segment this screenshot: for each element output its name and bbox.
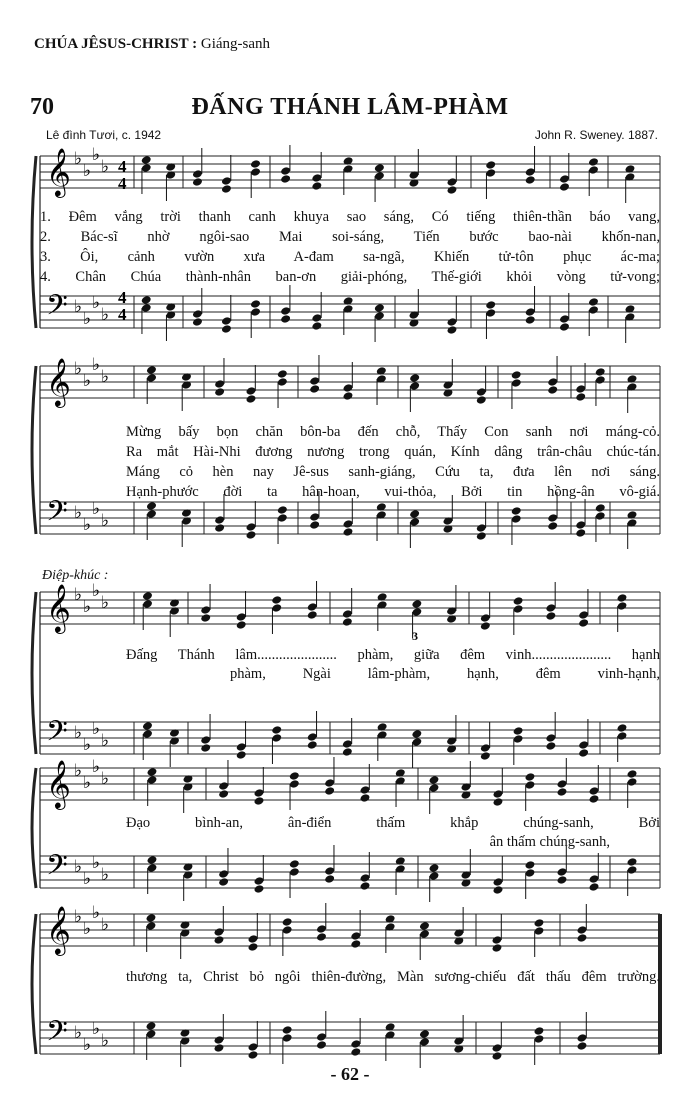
refrain-line-2-lower: ân thấm chúng-sanh,: [489, 834, 610, 850]
flat-icon: ♭: [92, 719, 101, 739]
flat-icon: ♭: [74, 297, 83, 317]
note-head-icon: [248, 942, 259, 952]
note-head-icon: [142, 591, 153, 601]
note-head-icon: [307, 610, 318, 620]
verse-2-line-2: Ra mắt Hài-Nhi đương nương trong quán, Kính dâng trân-châu chúc-tán.: [126, 444, 660, 460]
bass-clef-icon: 𝄢: [46, 849, 68, 889]
note-head-icon: [254, 796, 265, 806]
note-head-icon: [525, 772, 536, 782]
flat-icon: ♭: [101, 769, 110, 789]
refrain-line-1-upper: Đấng Thánh lâm...................... phàm, giữa đêm vinh...................... hạnh: [126, 647, 660, 663]
verse-3-line-2: Máng cỏ hèn nay Jê-sus sanh-giáng, Cứu ta, đưa lên nơi sáng.: [126, 464, 660, 480]
note-head-icon: [577, 1041, 588, 1051]
note-head-icon: [513, 596, 524, 606]
note-head-icon: [343, 391, 354, 401]
note-head-icon: [575, 392, 586, 402]
note-head-icon: [476, 395, 487, 405]
note-head-icon: [324, 786, 335, 796]
flat-icon: ♭: [92, 853, 101, 873]
flat-icon: ♭: [92, 581, 101, 601]
verse-3-line-1: 3. Ôi, cảnh vườn xưa A-đam sa-ngã, Khiến tử-tôn phục ác-ma;: [40, 249, 660, 265]
flat-icon: ♭: [92, 903, 101, 923]
note-head-icon: [589, 882, 600, 892]
flat-icon: ♭: [101, 305, 110, 325]
note-head-icon: [374, 303, 385, 313]
bass-clef-icon: 𝄢: [46, 289, 68, 329]
note-head-icon: [447, 185, 458, 195]
system-brace-icon: [32, 592, 36, 754]
flat-icon: ♭: [83, 735, 92, 755]
flat-icon: ♭: [101, 731, 110, 751]
note-head-icon: [627, 769, 638, 779]
note-head-icon: [218, 789, 229, 799]
time-signature-bottom-bass: 4: [118, 305, 127, 324]
system-brace-icon: [32, 768, 36, 888]
flat-icon: ♭: [92, 293, 101, 313]
note-head-icon: [525, 315, 536, 325]
note-head-icon: [277, 369, 288, 379]
flat-icon: ♭: [83, 515, 92, 535]
verse-4-line-1: 4. Chân Chúa thành-nhân ban-ơn giải-phóng, Thế-giới khỏi vòng tử-vong;: [40, 269, 660, 285]
note-head-icon: [282, 1025, 293, 1035]
flat-icon: ♭: [101, 593, 110, 613]
note-head-icon: [578, 618, 589, 628]
time-signature-bottom-treble: 4: [118, 174, 127, 193]
note-head-icon: [343, 527, 354, 537]
note-head-icon: [578, 748, 589, 758]
hymn-title: ĐẤNG THÁNH LÂM-PHÀM: [191, 94, 509, 120]
flat-icon: ♭: [92, 145, 101, 165]
note-head-icon: [429, 775, 440, 785]
note-head-icon: [250, 299, 261, 309]
note-head-icon: [309, 520, 320, 530]
note-head-icon: [411, 729, 422, 739]
note-head-icon: [254, 884, 265, 894]
note-head-icon: [282, 917, 293, 927]
treble-clef-icon: 𝄞: [46, 147, 71, 196]
note-head-icon: [534, 1026, 545, 1036]
system-brace-icon: [32, 914, 36, 1054]
lyricist-credit: Lê đình Tươi, c. 1942: [46, 128, 162, 142]
bass-clef-icon: 𝄢: [46, 1015, 68, 1055]
note-head-icon: [146, 913, 157, 923]
note-head-icon: [214, 1043, 225, 1053]
book-title: CHÚA JÊSUS-CHRIST :: [34, 36, 198, 52]
treble-clef-icon: 𝄞: [46, 583, 71, 632]
note-head-icon: [559, 182, 570, 192]
note-head-icon: [557, 787, 568, 797]
flat-icon: ♭: [83, 773, 92, 793]
note-head-icon: [409, 373, 420, 383]
flat-icon: ♭: [83, 869, 92, 889]
note-head-icon: [360, 793, 371, 803]
flat-icon: ♭: [74, 503, 83, 523]
verse-1-line-1: 1. Đêm vắng trời thanh canh khuya sao sáng, Có tiếng thiên-thần báo vang,: [40, 209, 660, 225]
note-head-icon: [146, 365, 157, 375]
note-head-icon: [429, 863, 440, 873]
note-head-icon: [200, 743, 211, 753]
note-head-icon: [419, 921, 430, 931]
note-head-icon: [374, 163, 385, 173]
note-head-icon: [147, 855, 158, 865]
note-head-icon: [311, 181, 322, 191]
treble-clef-icon: 𝄞: [46, 357, 71, 406]
note-head-icon: [342, 747, 353, 757]
note-head-icon: [248, 1050, 259, 1060]
flat-icon: ♭: [101, 915, 110, 935]
note-head-icon: [146, 501, 157, 511]
note-head-icon: [419, 1029, 430, 1039]
refrain-line-2-upper: Đạo bình-an, ân-điển thấm khắp chúng-sanh, Bởi: [126, 815, 660, 831]
note-head-icon: [236, 620, 247, 630]
note-head-icon: [316, 1040, 327, 1050]
section-name: Giáng-sanh: [200, 36, 271, 52]
note-head-icon: [192, 177, 203, 187]
note-head-icon: [221, 184, 232, 194]
note-head-icon: [447, 325, 458, 335]
note-head-icon: [559, 322, 570, 332]
note-head-icon: [588, 297, 599, 307]
note-head-icon: [557, 875, 568, 885]
note-head-icon: [309, 384, 320, 394]
note-head-icon: [316, 932, 327, 942]
flat-icon: ♭: [92, 1019, 101, 1039]
flat-icon: ♭: [83, 371, 92, 391]
note-head-icon: [350, 939, 361, 949]
flat-icon: ♭: [83, 161, 92, 181]
note-head-icon: [147, 767, 158, 777]
flat-icon: ♭: [74, 761, 83, 781]
flat-icon: ♭: [83, 919, 92, 939]
flat-icon: ♭: [92, 757, 101, 777]
note-head-icon: [493, 885, 504, 895]
note-head-icon: [577, 933, 588, 943]
treble-clef-icon: 𝄞: [46, 905, 71, 954]
note-head-icon: [146, 1021, 157, 1031]
note-head-icon: [221, 324, 232, 334]
treble-clef-icon: 𝄞: [46, 759, 71, 808]
flat-icon: ♭: [74, 149, 83, 169]
note-head-icon: [617, 723, 628, 733]
flat-icon: ♭: [83, 1035, 92, 1055]
note-head-icon: [214, 523, 225, 533]
bass-clef-icon: 𝄢: [46, 495, 68, 535]
note-head-icon: [280, 314, 291, 324]
flat-icon: ♭: [83, 309, 92, 329]
flat-icon: ♭: [92, 499, 101, 519]
note-head-icon: [342, 617, 353, 627]
note-head-icon: [289, 859, 300, 869]
note-head-icon: [280, 174, 291, 184]
note-head-icon: [311, 321, 322, 331]
note-head-icon: [545, 611, 556, 621]
note-head-icon: [617, 593, 628, 603]
note-head-icon: [411, 599, 422, 609]
flat-icon: ♭: [74, 359, 83, 379]
note-head-icon: [214, 387, 225, 397]
flat-icon: ♭: [74, 585, 83, 605]
system-brace-icon: [32, 366, 36, 534]
bass-clef-icon: 𝄢: [46, 715, 68, 755]
note-head-icon: [307, 740, 318, 750]
note-head-icon: [324, 874, 335, 884]
note-head-icon: [575, 528, 586, 538]
verse-4-line-2: Hạnh-phước đời ta hân-hoan, vui-thỏa, Bởi tin hồng-ân vô-giá.: [126, 484, 660, 500]
note-head-icon: [511, 506, 522, 516]
note-head-icon: [350, 1047, 361, 1057]
note-head-icon: [547, 521, 558, 531]
flat-icon: ♭: [101, 511, 110, 531]
verse-2-line-1: 2. Bác-sĩ nhờ ngôi-sao Mai soi-sáng, Tiến bước bao-nài khốn-nan,: [40, 229, 660, 245]
note-head-icon: [246, 394, 257, 404]
note-head-icon: [545, 741, 556, 751]
note-head-icon: [218, 877, 229, 887]
note-head-icon: [289, 771, 300, 781]
note-head-icon: [271, 595, 282, 605]
note-head-icon: [588, 157, 599, 167]
note-head-icon: [277, 505, 288, 515]
note-head-icon: [360, 881, 371, 891]
flat-icon: ♭: [92, 355, 101, 375]
note-head-icon: [214, 935, 225, 945]
time-signature-top-bass: 4: [118, 288, 127, 307]
refrain-line-1-lower: phàm, Ngài lâm-phàm, hạnh, đêm vinh-hạnh,: [230, 666, 660, 682]
composer-credit: John R. Sweney. 1887.: [534, 128, 658, 142]
flat-icon: ♭: [101, 1031, 110, 1051]
refrain-label: Điệp-khúc :: [42, 568, 109, 583]
flat-icon: ♭: [83, 597, 92, 617]
note-head-icon: [525, 175, 536, 185]
note-head-icon: [200, 613, 211, 623]
note-head-icon: [595, 367, 606, 377]
note-head-icon: [409, 509, 420, 519]
note-head-icon: [271, 725, 282, 735]
note-head-icon: [595, 503, 606, 513]
flat-icon: ♭: [74, 907, 83, 927]
flat-icon: ♭: [74, 1023, 83, 1043]
note-head-icon: [525, 860, 536, 870]
note-head-icon: [493, 797, 504, 807]
note-head-icon: [141, 155, 152, 165]
note-head-icon: [480, 621, 491, 631]
note-head-icon: [476, 531, 487, 541]
flat-icon: ♭: [101, 157, 110, 177]
flat-icon: ♭: [74, 723, 83, 743]
note-head-icon: [492, 1051, 503, 1061]
note-head-icon: [547, 385, 558, 395]
note-head-icon: [142, 721, 153, 731]
system-brace-icon: [32, 156, 36, 328]
note-head-icon: [627, 857, 638, 867]
note-head-icon: [589, 794, 600, 804]
verse-1-line-2: Mừng bấy bọn chăn bôn-ba đến chỗ, Thấy Con sanh nơi máng-cỏ.: [126, 424, 660, 440]
hymn-number: 70: [30, 94, 54, 120]
flat-icon: ♭: [101, 865, 110, 885]
note-head-icon: [485, 300, 496, 310]
note-head-icon: [534, 918, 545, 928]
flat-icon: ♭: [74, 857, 83, 877]
page-number: - 62 -: [330, 1064, 370, 1084]
time-signature-top-treble: 4: [118, 157, 127, 176]
flat-icon: ♭: [101, 367, 110, 387]
note-head-icon: [246, 530, 257, 540]
refrain-line-3: thương ta, Christ bỏ ngôi thiên-đường, Màn sương-chiếu đất thấu đêm trường.: [126, 969, 660, 985]
note-head-icon: [141, 295, 152, 305]
note-head-icon: [485, 160, 496, 170]
note-head-icon: [513, 726, 524, 736]
note-head-icon: [192, 317, 203, 327]
note-head-icon: [511, 370, 522, 380]
tuplet-mark: 3: [412, 629, 418, 643]
note-head-icon: [236, 750, 247, 760]
note-head-icon: [480, 751, 491, 761]
note-head-icon: [250, 159, 261, 169]
note-head-icon: [492, 943, 503, 953]
